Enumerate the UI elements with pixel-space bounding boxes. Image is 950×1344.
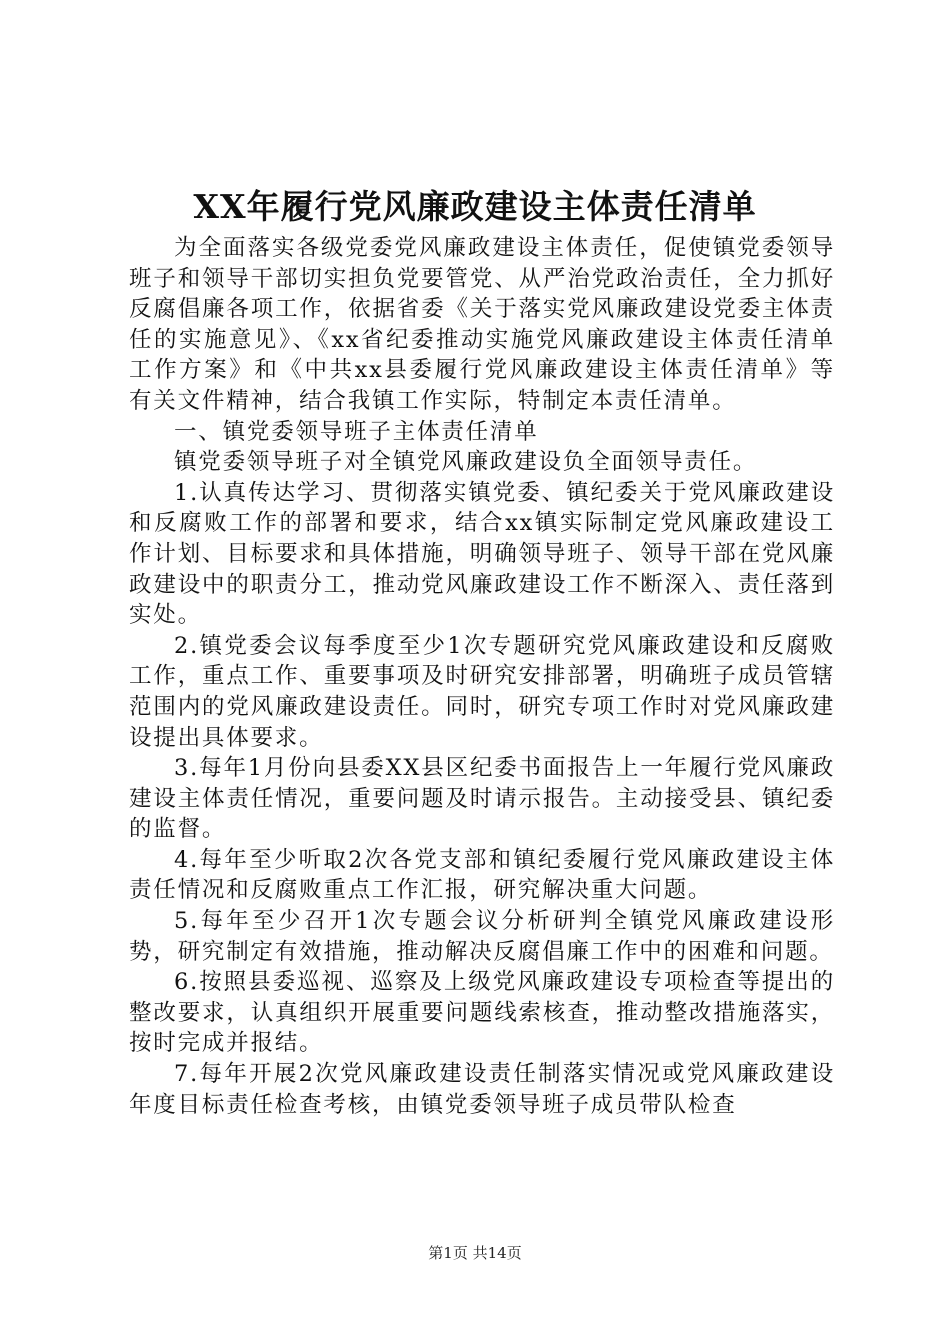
document-title: XX年履行党风廉政建设主体责任清单: [193, 187, 757, 226]
list-item-4: 4.每年至少听取2次各党支部和镇纪委履行党风廉政建设主体责任情况和反腐败重点工作汇报，研究解决重大问题。: [129, 846, 835, 904]
paragraph-intro: 为全面落实各级党委党风廉政建设主体责任，促使镇党委领导班子和领导干部切实担负党要管党、从严治党政治责任，全力抓好反腐倡廉各项工作，依据省委《关于落实党风廉政建设党委主体责任的实施意见》、《xx省纪委推动实施党风廉政建设主体责任清单工作方案》和《中共xx县委履行党风廉政建设主体责任清单》等有关文件精神，结合我镇工作实际，特制定本责任清单。: [129, 235, 835, 414]
section-heading: 一、镇党委领导班子主体责任清单: [174, 418, 539, 445]
page-footer: 第1页 共14页: [428, 1244, 522, 1262]
list-item-5: 5.每年至少召开1次专题会议分析研判全镇党风廉政建设形势，研究制定有效措施，推动解决反腐倡廉工作中的困难和问题。: [129, 908, 835, 965]
paragraph: 镇党委领导班子对全镇党风廉政建设负全面领导责任。: [174, 449, 758, 476]
list-item-2: 2.镇党委会议每季度至少1次专题研究党风廉政建设和反腐败工作，重点工作、重要事项及时研究安排部署，明确班子成员管辖范围内的党风廉政建设责任。同时，研究专项工作时对党风廉政建设提出具体要求。: [129, 632, 835, 751]
list-item-3: 3.每年1月份向县委XX县区纪委书面报告上一年履行党风廉政建设主体责任情况，重要问题及时请示报告。主动接受县、镇纪委的监督。: [129, 755, 835, 843]
list-item-6: 6.按照县委巡视、巡察及上级党风廉政建设专项检查等提出的整改要求，认真组织开展重要问题线索核查，推动整改措施落实，按时完成并报结。: [129, 969, 835, 1057]
document-body: [129, 233, 835, 1120]
list-item-1: 1.认真传达学习、贯彻落实镇党委、镇纪委关于党风廉政建设和反腐败工作的部署和要求，结合xx镇实际制定党风廉政建设工作计划、目标要求和具体措施，明确领导班子、领导干部在党风廉政建设中的职责分工，推动党风廉政建设工作不断深入、责任落到实处。: [129, 479, 835, 629]
list-item-7: 7.每年开展2次党风廉政建设责任制落实情况或党风廉政建设年度目标责任检查考核，由镇党委领导班子成员带队检查: [129, 1061, 835, 1118]
